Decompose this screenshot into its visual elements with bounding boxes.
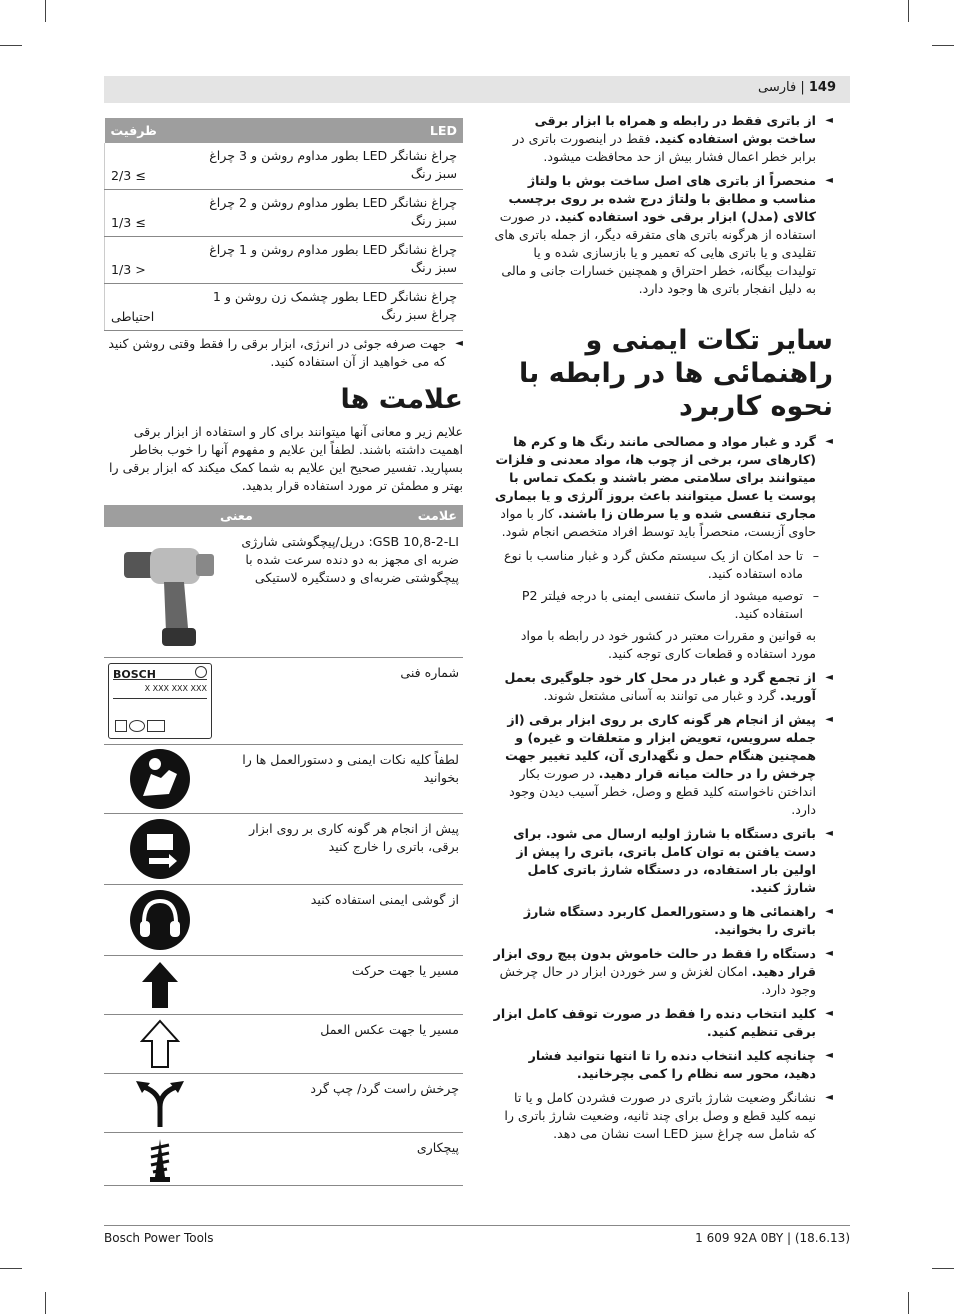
symbol-row: پیش از انجام هر گونه کاری بر روی ابزار برقی، باتری را خارج کنید: [104, 814, 463, 885]
symbol-row: از گوشی ایمنی استفاده کنید: [104, 885, 463, 956]
symbol-row: شماره فنی BOSCH X XXX XXX XXX: [104, 658, 463, 745]
crop-mark: [0, 1268, 22, 1269]
crop-mark: [908, 1292, 909, 1314]
footer-left: Bosch Power Tools: [104, 1231, 214, 1245]
nameplate-brand: BOSCH: [113, 668, 156, 681]
list-item: ◄ باتری دستگاه با شارژ اولیه ارسال می شود. برای دست یافتن به توان کامل باتری، باتری را پیش از اولین بار استفاده، در دستگاه شارژ باتری کامل شارژ کنید.: [493, 825, 833, 897]
table-row: چراغ نشانگر LED بطور مداوم روشن و 1 چراغ سبز رنگ < 1/3: [105, 237, 464, 284]
right-column: [493, 112, 833, 1149]
remove-battery-icon: [104, 814, 216, 884]
page-header-bar: [104, 76, 850, 103]
crop-mark: [932, 45, 954, 46]
table-header-led: LED: [187, 118, 463, 143]
paragraph: به قوانین و مقررات معتبر در کشور خود در رابطه با مواد مورد استفاده و قطعات کاری توجه کنید.: [520, 628, 816, 661]
symbol-row: مسیر یا جهت حرکت: [104, 956, 463, 1015]
symbol-row: GSB 10,8-2-LI: دریل/پیچگوشتی شارژی ضربه ای مجهز به دو دنده سرعت شده با پیچگوشتی ضربه‌ای و دستگیره لاستیکی: [104, 527, 463, 658]
symbol-row: مسیر یا جهت عکس العمل: [104, 1015, 463, 1074]
page-language: فارسی: [758, 80, 797, 95]
drill-image: [104, 527, 234, 657]
dash-item: – تا حد امکان از یک سیستم مکش گرد و غبار مناسب با نوع ماده استفاده کنید.: [493, 547, 833, 583]
symbol-row: پیچکاری: [104, 1133, 463, 1186]
symbols-intro: علایم زیر و معانی آنها میتوانند برای کار و استفاده از ابزار برقی اهمیت داشته باشند. لطفاً این علایم و مفهوم آنها را خوب بخاطر بسپارید. تفسیر صحیح این علایم به شما کمک میکند که ابزار برقی را بهتر و مطمئن تر مورد استفاده قرار بدهید.: [109, 424, 463, 493]
table-row: چراغ نشانگر LED بطور مداوم روشن و 3 چراغ سبز رنگ ≥ 2/3: [105, 143, 464, 190]
nameplate: [104, 658, 216, 744]
page-header: 149 | فارسی: [758, 80, 836, 95]
list-item: ◄ منحصراً از باتری های اصل ساخت بوش با ولتاژ مناسب و مطابق با ولتاژ درج شده بر روی برچسب کالای (مدل) ابزار برقی خود استفاده کنید. در صورت استفاده از هرگونه باتری های متفرقه دیگر، از جمله باتری های تقلیدی و یا باتری هایی که تعمیر و یا بازسازی شده و یا تولیدات بیگانه، خطر احتراق و همچنین خسارات جانی و مالی به دلیل انفجار باتری ها وجود دارد.: [493, 172, 833, 298]
oval-icon: [129, 720, 145, 732]
list-item: ◄ گرد و غبار مواد و مصالحی مانند رنگ ها و کرم ها (کارهای سر، برخی از چوب ها، مواد معدنی و فلزات میتوانند برای سلامتی مضر باشند و بکمک تماس با پوست یا عسل میتوانند باعث بروز آلرژی و یا بیماری مجاری تنفسی شده و یا سرطان زا باشند. کار با مواد حاوی آزبست، منحصراً باید توسط افراد متخصص انجام شود.: [493, 433, 833, 541]
arrow-up-icon: [104, 956, 216, 1014]
list-item: ◄ از تجمع گرد و غبار در محل کار خود جلوگیری بعمل آورید. گرد و غبار می توانند به آسانی مشتعل شوند.: [493, 669, 833, 705]
crop-mark: [932, 1268, 954, 1269]
list-item: ◄ پیش از انجام هر گونه کاری بر روی ابزار برقی (از جمله سرویس، تعویض ابزار و متعلقات و غیره) و همچنین هنگام حمل و نگهداری آن، کلید تغییر جهت چرخش را در حالت میانه قرار دهید. در صورت بکار انداختن ناخواسته کلید قطع و وصل، خطر آسیب دیدن وجود دارد.: [493, 711, 833, 819]
led-status-table: [104, 118, 463, 331]
page-number: 149: [808, 80, 836, 95]
symbols-title: علامت ها: [340, 384, 463, 415]
section-title: سایر تکات ایمنی و راهنمائی ها در رابطه با نحوه کاربرد: [519, 325, 833, 422]
table-header-capacity: ظرفیت: [105, 118, 188, 143]
list-item: ◄ راهنمائی ها و دستورالعمل کاربرد دستگاه شارژ باتری را بخوانید.: [493, 903, 833, 939]
footer-divider: [104, 1225, 850, 1226]
list-item: ◄ از باتری فقط در رابطه و همراه با ابزار برقی ساخت بوش استفاده کنید. فقط در اینصورت باتری در برابر خطر اعمال فشار بیش از حد محافظت میشود.: [493, 112, 833, 166]
list-item: ◄ جهت صرفه جوئی در انرژی، ابزار برقی را فقط وقتی روشن کنید که می خواهید از آن استفاده کنید.: [104, 335, 463, 371]
table-row: چراغ نشانگر LED بطور چشمک زن روشن و 1 چراغ سبز رنگ احتیاطی: [105, 284, 464, 331]
symbol-row: چرخش راست گرد/ چپ گرد: [104, 1074, 463, 1133]
crop-mark: [908, 0, 909, 22]
nameplate-code: X XXX XXX XXX: [113, 679, 207, 699]
read-manual-icon: [104, 745, 216, 813]
list-item: ◄ کلید انتخاب دنده را فقط در صورت توقف کامل ابزار برقی تنظیم کنید.: [493, 1005, 833, 1041]
left-column: [104, 118, 463, 1186]
crop-mark: [45, 1292, 46, 1314]
symbols-table-header: علامت معنی: [104, 505, 463, 527]
dash-item: – توصیه میشود از ماسک تنفسی ایمنی با درجه فیلتر P2 استفاده کنید.: [493, 587, 833, 623]
arrow-reaction-icon: [104, 1015, 216, 1073]
bosch-logo-icon: [195, 666, 207, 678]
screw-icon: [104, 1133, 216, 1185]
symbol-row: لطفاً کلیه نکات ایمنی و دستورالعمل ها را بخوانید: [104, 745, 463, 814]
checkbox-icon: [115, 720, 127, 732]
table-row: چراغ نشانگر LED بطور مداوم روشن و 2 چراغ سبز رنگ ≥ 1/3: [105, 190, 464, 237]
list-item: ◄ چنانچه کلید انتخاب دنده را تا انتها نتوانید فشار دهید، محور سه نظام را کمی بچرخانید.: [493, 1047, 833, 1083]
list-item: ◄ دستگاه را فقط در حالت خاموش بدون پیچ روی ابزار قرار دهید. امکان لغزش و سر خوردن ابزار در حال چرخش وجود دارد.: [493, 945, 833, 999]
crop-mark: [0, 45, 22, 46]
list-item: ◄ نشانگر وضعیت شارژ باتری در صورت فشردن کامل و یا تا نیمه کلید قطع و وصل برای چند ثانیه، وضعیت شارژ باتری را که شامل سه چراغ سبز LED است نشان می دهد.: [493, 1089, 833, 1143]
rect-icon: [147, 720, 165, 732]
ear-protection-icon: [104, 885, 216, 955]
footer-right: 1 609 92A 0BY | (18.6.13): [695, 1231, 850, 1245]
rotation-direction-icon: [104, 1074, 216, 1132]
crop-mark: [45, 0, 46, 22]
